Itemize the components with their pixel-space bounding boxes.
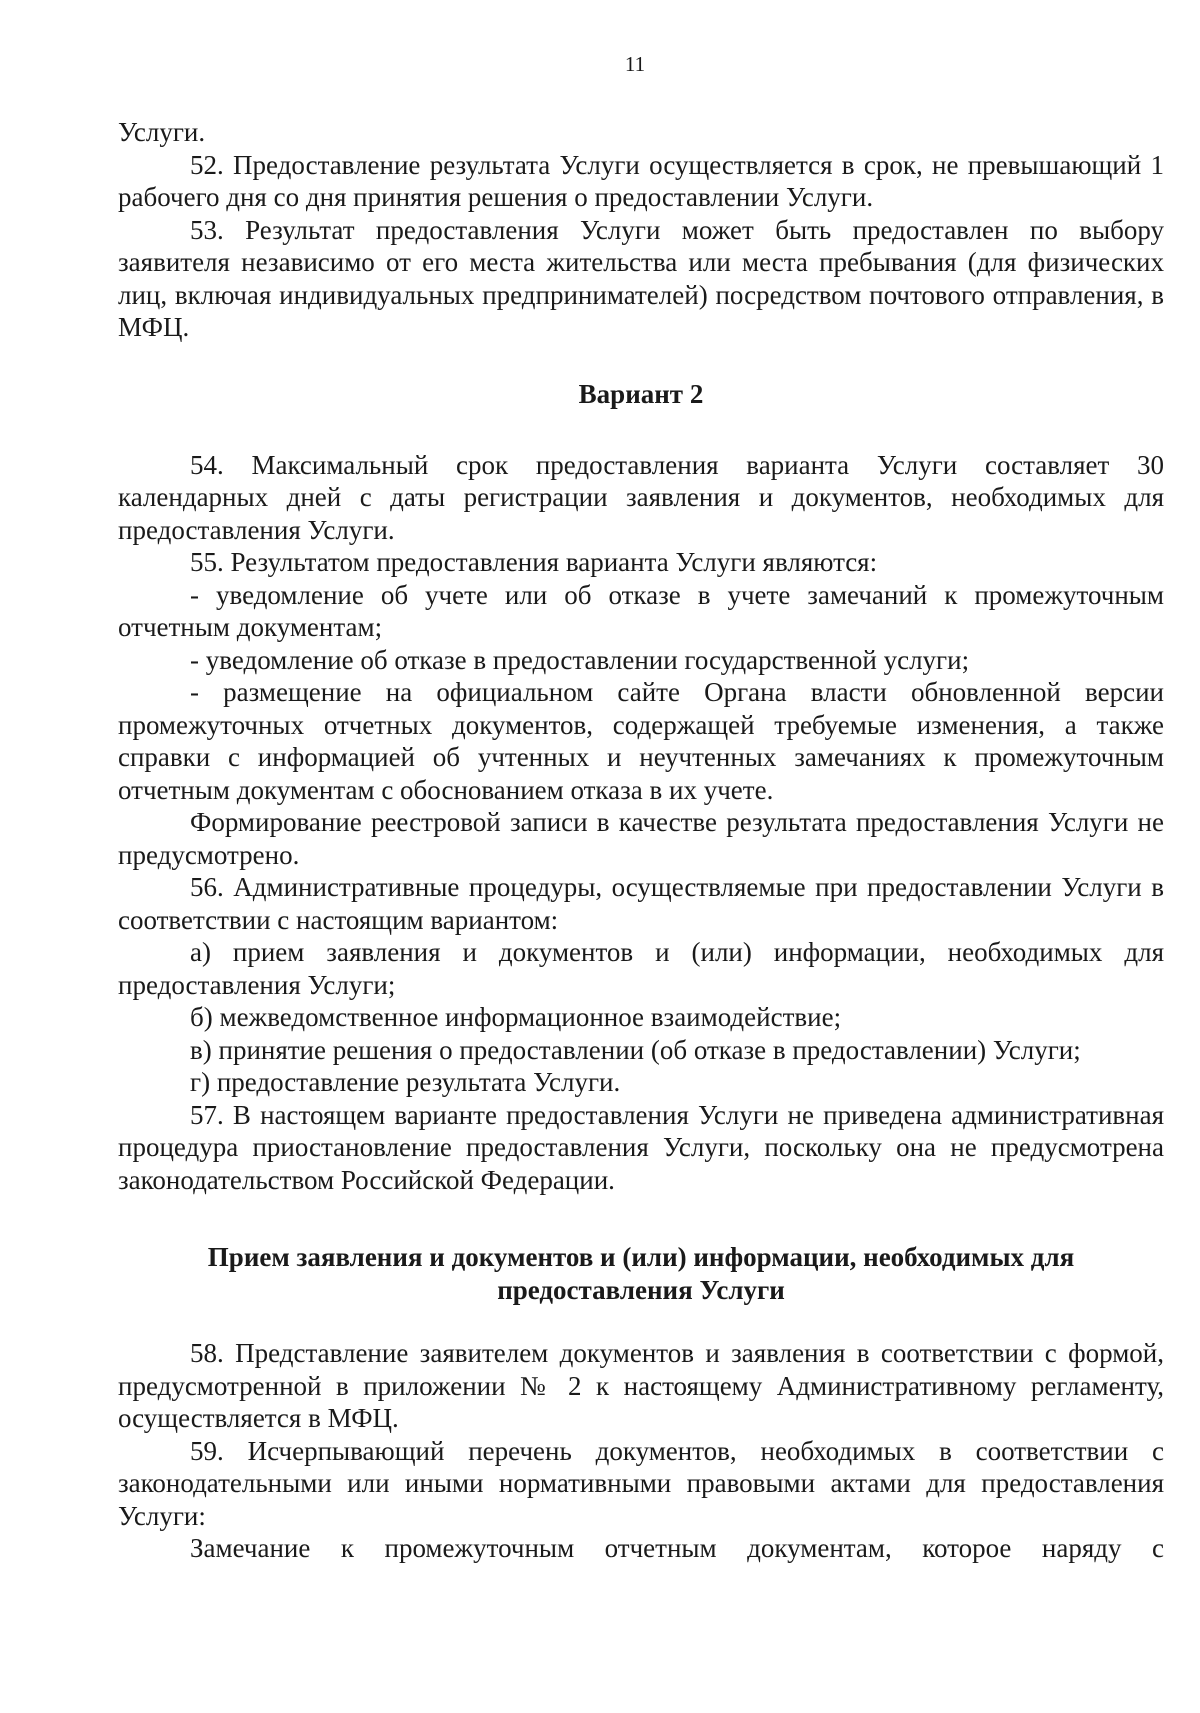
list-item-result-1: - уведомление об учете или об отказе в учете замечаний к промежуточным отчетным документам;: [118, 579, 1164, 642]
paragraph-continuation: Услуги.: [118, 117, 206, 147]
paragraph-registry-note: Формирование реестровой записи в качестве результата предоставления Услуги не предусмотрено.: [118, 807, 1164, 870]
list-item-procedure-c: в) принятие решения о предоставлении (об отказе в предоставлении) Услуги;: [190, 1034, 1081, 1065]
paragraph-53: 53. Результат предоставления Услуги может быть предоставлен по выбору заявителя независимо от его места жительства или места пребывания (для физических лиц, включая индивидуальных предпринимателей) посредством почтового отправления, в МФЦ.: [118, 214, 1164, 342]
list-item-procedure-a: а) прием заявления и документов и (или) информации, необходимых для предоставления Услуги;: [118, 937, 1164, 1000]
page-number: 11: [624, 52, 646, 76]
paragraph-57: 57. В настоящем варианте предоставления Услуги не приведена административная процедура приостановление предоставления Услуги, поскольку она не предусмотрена законодательством Российской Федерации.: [118, 1099, 1164, 1195]
paragraph-56: 56. Административные процедуры, осуществляемые при предоставлении Услуги в соответствии с настоящим вариантом:: [118, 872, 1164, 935]
list-item-procedure-d: г) предоставление результата Услуги.: [190, 1067, 621, 1097]
heading-variant-2: Вариант 2: [578, 378, 704, 409]
paragraph-52: 52. Предоставление результата Услуги осуществляется в срок, не превышающий 1 рабочего дня со дня принятия решения о предоставлении Услуги.: [118, 149, 1164, 212]
paragraph-59: 59. Исчерпывающий перечень документов, необходимых в соответствии с законодательными или иными нормативными правовыми актами для предоставления Услуги:: [118, 1435, 1164, 1531]
paragraph-55: 55. Результатом предоставления варианта Услуги являются:: [190, 547, 878, 577]
paragraph-58: 58. Представление заявителем документов и заявления в соответствии с формой, предусмотренной в приложении № 2 к настоящему Административному регламенту, осуществляется в МФЦ.: [118, 1338, 1164, 1433]
list-item-result-3: - размещение на официальном сайте Органа власти обновленной версии промежуточных отчетных документов, содержащей требуемые изменения, а также справки с информацией об учтенных и неучтенных замечаниях к промежуточным отчетным документам с обоснованием отказа в их учете.: [118, 677, 1164, 805]
document-body: [118, 116, 1164, 1565]
paragraph-54: 54. Максимальный срок предоставления варианта Услуги составляет 30 календарных дней с даты регистрации заявления и документов, необходимых для предоставления Услуги.: [118, 449, 1164, 545]
heading-section-application: [118, 1241, 1164, 1307]
heading-section-line-1: Прием заявления и документов и (или) информации, необходимых для: [207, 1242, 1075, 1272]
list-item-result-2: - уведомление об отказе в предоставлении государственной услуги;: [190, 644, 970, 675]
paragraph-remark: Замечание к промежуточным отчетным документам, которое наряду с: [190, 1533, 1164, 1563]
heading-section-line-2: предоставления Услуги: [497, 1275, 785, 1305]
list-item-procedure-b: б) межведомственное информационное взаимодействие;: [190, 1002, 842, 1032]
